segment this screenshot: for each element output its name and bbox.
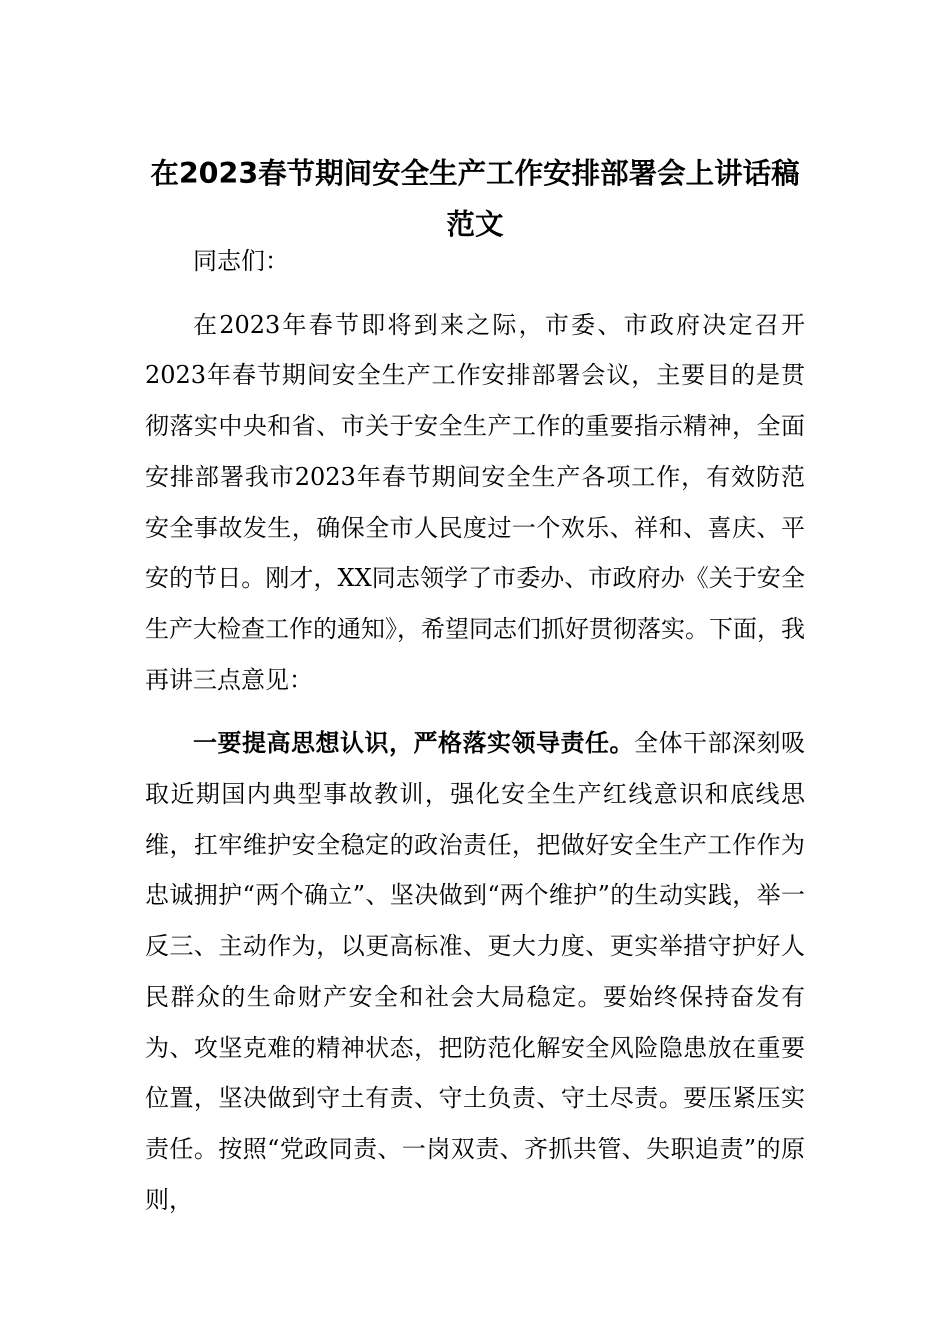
document-body xyxy=(145,236,805,1225)
point-one-body: 全体干部深刻吸取近期国内典型事故教训，强化安全生产红线意识和底线思维，扛牢维护安全稳定的政治责任，把做好安全生产工作作为忠诚拥护“两个确立”、坚决做到“两个维护”的生动实践，举一反三、主动作为，以更高标准、更大力度、更实举措守护好人民群众的生命财产安全和社会大局稳定。要始终保持奋发有为、攻坚克难的精神状态，把防范化解安全风险隐患放在重要位置，坚决做到守土有责、守土负责、守土尽责。要压紧压实责任。按照“党政同责、一岗双责、齐抓共管、失职追责”的原则， xyxy=(145,729,805,1214)
paragraph-point-one xyxy=(145,718,805,1225)
salutation: 同志们： xyxy=(193,247,289,275)
document-title: 在2023春节期间安全生产工作安排部署会上讲话稿范文 xyxy=(150,157,800,241)
paragraph-intro: 在2023年春节即将到来之际，市委、市政府决定召开2023年春节期间安全生产工作安排部署会议，主要目的是贯彻落实中央和省、市关于安全生产工作的重要指示精神，全面安排部署我市2023年春节期间安全生产各项工作，有效防范安全事故发生，确保全市人民度过一个欢乐、祥和、喜庆、平安的节日。刚才，XX同志领学了市委办、市政府办《关于安全生产大检查工作的通知》，希望同志们抓好贯彻落实。下面，我再讲三点意见： xyxy=(145,310,805,694)
point-one-heading: 一要提高思想认识，严格落实领导责任。 xyxy=(193,729,634,758)
